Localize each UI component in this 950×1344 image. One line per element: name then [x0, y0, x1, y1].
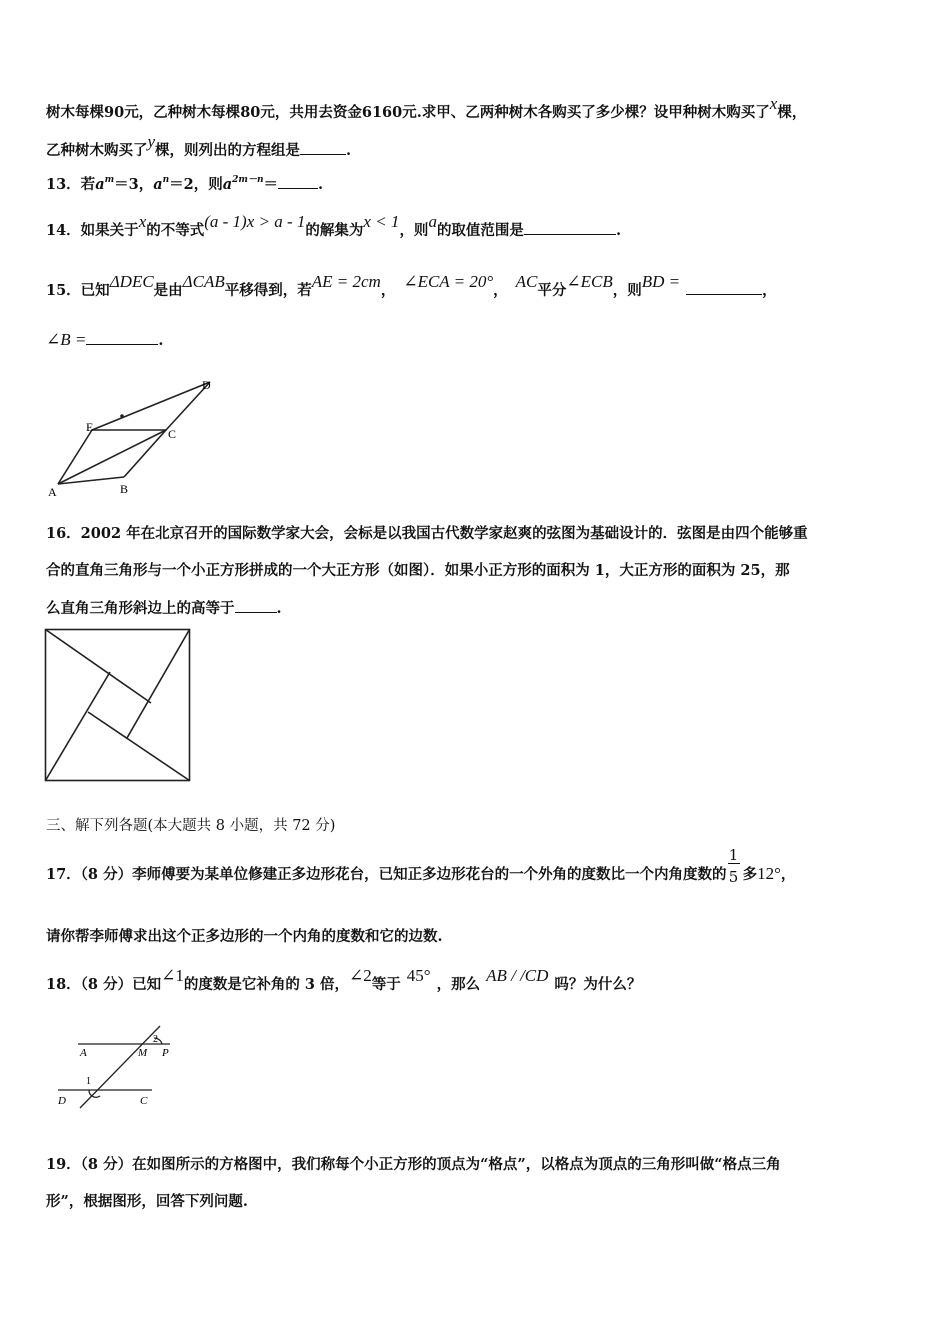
edge-ed — [92, 382, 210, 430]
q12-price-a: 90 — [104, 104, 125, 121]
angle-1: ∠1 — [161, 966, 184, 985]
exponent: n — [162, 175, 170, 185]
leg — [88, 712, 190, 781]
numerator: 1 — [728, 846, 739, 864]
question-number: 13．若 — [46, 176, 96, 193]
answer-blank[interactable] — [524, 220, 616, 235]
angle-eca: ∠ECA = 20° — [403, 272, 494, 291]
q13 — [46, 174, 323, 197]
q19-line-1: 19．（8 分）在如图所示的方格图中，我们称每个小正方形的顶点为“格点”，以格点为顶点的三角形叫做“格点三角 — [46, 1156, 781, 1173]
parallel-statement: AB / /CD — [486, 966, 549, 985]
q19-line-2: 形”，根据图形，回答下列问题. — [46, 1193, 248, 1210]
answer-blank[interactable] — [278, 174, 318, 189]
answer-blank[interactable] — [300, 140, 346, 155]
leg — [46, 672, 111, 781]
edge-bc — [124, 430, 166, 477]
question-number: 15．已知 — [46, 282, 110, 299]
dot — [120, 414, 124, 418]
var-a: a — [153, 176, 163, 193]
ae-length: AE = 2cm — [311, 272, 381, 291]
q13-text: ＝2，则 — [169, 176, 223, 193]
label-c: C — [140, 1095, 148, 1107]
q13-text: ＝3， — [114, 176, 154, 193]
q18-text: 吗？为什么？ — [554, 976, 642, 993]
answer-blank[interactable] — [86, 330, 158, 345]
edge-ab — [58, 477, 124, 484]
exponent: 2m－n — [232, 175, 264, 185]
label-a: A — [80, 1047, 87, 1059]
var-a: a — [95, 176, 105, 193]
answer-blank[interactable] — [235, 598, 277, 613]
edge-path — [58, 382, 210, 484]
q14-text: 的不等式 — [146, 222, 205, 239]
q12-text: 乙种树木购买了 — [46, 142, 148, 159]
q14 — [46, 212, 621, 241]
angle-ecb: ∠ECB — [566, 272, 613, 291]
label-d: D — [202, 378, 211, 392]
comma: ， — [762, 282, 777, 299]
q16-text: 么直角三角形斜边上的高等于 — [46, 600, 235, 617]
period: . — [276, 600, 282, 617]
q12-line-2 — [46, 132, 352, 161]
triangle-dec: ΔDEC — [109, 272, 154, 291]
period: . — [318, 176, 324, 193]
var-x: x — [138, 212, 147, 231]
q15-line-2 — [46, 330, 163, 351]
label-angle-1: 1 — [86, 1076, 91, 1087]
angle-2: ∠2 — [349, 966, 372, 985]
q14-text: ，则 — [399, 222, 429, 239]
q12-text: 棵，则列出的方程组是 — [155, 142, 301, 159]
bd-equals: BD = — [641, 272, 681, 291]
q15-text: 平分 — [537, 282, 567, 299]
q18-text: 的度数是它补角的 3 倍， — [183, 976, 350, 993]
exponent: m — [104, 175, 115, 185]
degrees-12: 12° — [757, 864, 781, 883]
q15-parallelogram-figure — [44, 372, 224, 500]
q12-price-b: 80 — [240, 104, 261, 121]
q12-text: 元.求甲、乙两种树木各购买了多少棵？设甲种树木购买了 — [402, 104, 770, 121]
label-angle-2: 2 — [153, 1034, 158, 1045]
question-number: 14．如果关于 — [46, 222, 139, 239]
q16-line-3 — [46, 598, 282, 619]
q13-text: ＝ — [263, 176, 279, 193]
section-title: 三、解下列各题(本大题共 8 小题，共 72 分) — [46, 818, 336, 834]
period: . — [158, 332, 164, 349]
answer-blank[interactable] — [686, 280, 762, 295]
period: . — [615, 222, 621, 239]
comma: ， — [493, 282, 508, 299]
var-a: a — [428, 212, 437, 231]
label-e: E — [86, 420, 94, 434]
fraction-one-fifth — [727, 846, 741, 886]
label-m: M — [138, 1047, 148, 1059]
q18-parallel-lines-figure — [56, 1020, 180, 1110]
question-number: 18．（8 分）已知 — [46, 976, 162, 993]
q18-text: 等于 — [371, 976, 401, 993]
fraction-bar — [728, 863, 740, 864]
label-p: P — [162, 1047, 169, 1059]
q18 — [46, 966, 642, 995]
leg — [127, 630, 190, 739]
var-a: a — [222, 176, 233, 193]
q16-line-2: 合的直角三角形与一个小正方形拼成的一个大正方形（如图）．如果小正方形的面积为 1，大正方形的面积为 25，那 — [46, 562, 790, 579]
q15-text: 是由 — [153, 282, 183, 299]
q14-text: 的取值范围是 — [436, 222, 524, 239]
q12-text: 元，乙种树木每棵 — [124, 104, 241, 121]
q17-line-2: 请你帮李师傅求出这个正多边形的一个内角的度数和它的边数. — [46, 928, 443, 945]
q12-line-1 — [46, 94, 807, 123]
denominator: 5 — [728, 868, 739, 886]
big-square — [46, 630, 190, 781]
label-a: A — [48, 485, 57, 499]
label-d: D — [58, 1095, 66, 1107]
var-x: x — [769, 94, 778, 113]
period: . — [346, 142, 352, 159]
segment-ac: AC — [515, 272, 538, 291]
angle-b: ∠B = — [46, 330, 87, 349]
q12-text: 元，共用去资金 — [260, 104, 362, 121]
q18-text: ，那么 — [436, 976, 481, 993]
label-b: B — [120, 482, 129, 496]
q17-text: 17．（8 分）李师傅要为某单位修建正多边形花台，已知正多边形花台的一个外角的度数比一个内角度数的 — [46, 866, 727, 883]
comma: ， — [780, 866, 796, 883]
label-c: C — [168, 427, 177, 441]
q14-text: 的解集为 — [305, 222, 364, 239]
q15-text: ，则 — [612, 282, 642, 299]
degrees-45: 45° — [406, 966, 431, 985]
solution-set: x < 1 — [363, 212, 400, 231]
q12-total: 6160 — [361, 104, 403, 121]
triangle-cab: ΔCAB — [182, 272, 225, 291]
q12-text: 棵， — [777, 104, 807, 121]
q17-line-1 — [46, 846, 796, 886]
q15-text: 平移得到，若 — [224, 282, 312, 299]
comma: ， — [380, 282, 396, 299]
q12-text: 树木每棵 — [46, 104, 104, 121]
zhao-shuang-diagram — [44, 628, 194, 784]
inequality: (a - 1)x > a - 1 — [204, 212, 306, 231]
q17-text: 多 — [742, 866, 758, 883]
q15-line-1 — [46, 272, 777, 301]
var-y: y — [147, 132, 156, 151]
q16-line-1: 16．2002 年在北京召开的国际数学家大会，会标是以我国古代数学家赵爽的弦图为基础设计的．弦图是由四个能够重 — [46, 525, 808, 542]
